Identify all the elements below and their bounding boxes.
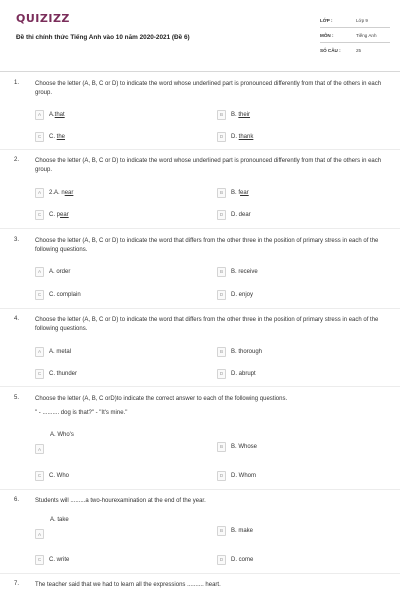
option-a[interactable] bbox=[35, 346, 71, 357]
question-number: 4. bbox=[14, 316, 20, 322]
option-text: A. order bbox=[49, 268, 71, 275]
question-text: Choose the letter (A, B, C orD)to indicate the correct answer to each of the following questions. bbox=[35, 396, 288, 402]
option-letter-badge: D bbox=[217, 555, 226, 565]
option-text: C. write bbox=[49, 556, 70, 563]
option-text: 2.A. n bbox=[49, 189, 65, 196]
option-d[interactable] bbox=[217, 131, 253, 142]
question-divider bbox=[0, 308, 400, 309]
option-text: C. p bbox=[49, 211, 61, 218]
underlined-part: ear bbox=[64, 189, 74, 196]
option-b[interactable] bbox=[217, 187, 249, 198]
option-letter-badge: A bbox=[35, 529, 44, 539]
question-text: The teacher said that we had to learn all the expressions .......... heart. bbox=[35, 582, 221, 588]
option-letter-badge: A bbox=[35, 267, 44, 277]
option-text: B. bbox=[231, 111, 237, 118]
option-text: C. complain bbox=[49, 291, 81, 298]
meta-label: MÔN : bbox=[320, 32, 334, 38]
option-letter-badge: D bbox=[217, 290, 226, 300]
option-letter-badge: D bbox=[217, 369, 226, 379]
question-number: 3. bbox=[14, 237, 20, 243]
document-title: Đề thi chính thức Tiếng Anh vào 10 năm 2020-2021 (Đề 6) bbox=[16, 34, 190, 41]
underlined-part: thank bbox=[238, 133, 254, 140]
option-letter-badge: B bbox=[217, 347, 226, 357]
question-text: Choose the letter (A, B, C or D) to indicate the word whose underlined part is pronounced differently from that of the others in each group. bbox=[35, 81, 382, 97]
option-b[interactable] bbox=[217, 266, 258, 277]
option-letter-badge: B bbox=[217, 188, 226, 198]
option-letter-badge: B bbox=[217, 110, 226, 120]
option-a[interactable] bbox=[35, 109, 65, 120]
option-text: A. take bbox=[50, 517, 69, 523]
option-letter-badge: B bbox=[217, 267, 226, 277]
question-number: 6. bbox=[14, 497, 20, 503]
option-letter-badge: C bbox=[35, 369, 44, 379]
option-text: A. bbox=[49, 111, 55, 118]
option-letter-badge: C bbox=[35, 290, 44, 300]
option-d[interactable] bbox=[217, 368, 256, 379]
meta-row-subject bbox=[320, 28, 390, 43]
option-d[interactable] bbox=[217, 554, 253, 565]
option-a[interactable] bbox=[35, 432, 95, 460]
option-b[interactable] bbox=[217, 109, 250, 120]
option-text: C. bbox=[49, 133, 55, 140]
option-c[interactable] bbox=[35, 368, 77, 379]
option-letter-badge: A bbox=[35, 444, 44, 454]
option-letter-badge: C bbox=[35, 132, 44, 142]
quizizz-logo: QUIZIZZ bbox=[16, 12, 70, 25]
underlined-part: ear bbox=[240, 189, 249, 196]
option-text: D. enjoy bbox=[231, 291, 254, 298]
option-d[interactable] bbox=[217, 209, 251, 220]
question-prompt: " - .......... dog is that?" - "It's mine." bbox=[35, 410, 128, 416]
option-text: C. thunder bbox=[49, 370, 78, 377]
option-c[interactable] bbox=[35, 554, 69, 565]
option-b[interactable] bbox=[217, 346, 262, 357]
question-number: 1. bbox=[14, 80, 20, 86]
option-c[interactable] bbox=[35, 289, 81, 300]
option-b[interactable] bbox=[217, 525, 253, 536]
meta-value: Tiếng Anh bbox=[356, 32, 377, 38]
option-text: C. Who bbox=[49, 472, 70, 479]
option-text: A. metal bbox=[49, 348, 72, 355]
option-b[interactable] bbox=[217, 441, 257, 452]
option-letter-badge: A bbox=[35, 188, 44, 198]
option-text: B. f bbox=[231, 189, 241, 196]
option-text: D. Whom bbox=[231, 472, 257, 479]
underlined-part: the bbox=[56, 133, 66, 140]
option-text: B. receive bbox=[231, 268, 258, 275]
meta-table bbox=[320, 13, 390, 58]
option-letter-badge: C bbox=[35, 555, 44, 565]
question-divider bbox=[0, 573, 400, 574]
option-d[interactable] bbox=[217, 470, 256, 481]
option-letter-badge: A bbox=[35, 347, 44, 357]
meta-value: 25 bbox=[356, 48, 362, 53]
option-a[interactable] bbox=[35, 266, 70, 277]
question-divider bbox=[0, 386, 400, 387]
question-text: Choose the letter (A, B, C or D) to indicate the word whose underlined part is pronounced differently from that of the others in each group. bbox=[35, 158, 382, 174]
question-text: Choose the letter (A, B, C or D) to indicate the word that differs from the other three in the position of primary stress in each of the following questions. bbox=[35, 317, 379, 333]
option-letter-badge: D bbox=[217, 471, 226, 481]
underlined-part: that bbox=[54, 111, 65, 118]
meta-label: SỐ CÂU : bbox=[320, 48, 341, 53]
question-divider bbox=[0, 489, 400, 490]
option-text: D. dear bbox=[231, 211, 251, 218]
option-text: A. Who's bbox=[50, 432, 74, 438]
option-text: B. make bbox=[231, 527, 254, 534]
option-letter-badge: C bbox=[35, 471, 44, 481]
option-text: D. come bbox=[231, 556, 254, 563]
worksheet-header bbox=[0, 0, 400, 72]
question-number: 7. bbox=[14, 581, 20, 587]
meta-value: Lớp 9 bbox=[356, 17, 368, 23]
meta-row-grade bbox=[320, 13, 390, 28]
option-letter-badge: A bbox=[35, 110, 44, 120]
option-letter-badge: B bbox=[217, 526, 226, 536]
option-c[interactable] bbox=[35, 131, 65, 142]
option-letter-badge: D bbox=[217, 210, 226, 220]
underlined-part: their bbox=[238, 111, 251, 118]
option-text: D. bbox=[231, 133, 237, 140]
option-c[interactable] bbox=[35, 470, 69, 481]
option-a[interactable] bbox=[35, 187, 73, 198]
option-a[interactable] bbox=[35, 517, 95, 545]
question-text: Choose the letter (A, B, C or D) to indicate the word that differs from the other three in the position of primary stress in each of the following questions. bbox=[35, 238, 379, 254]
meta-label: LỚP : bbox=[320, 17, 333, 23]
option-letter-badge: B bbox=[217, 442, 226, 452]
question-number: 2. bbox=[14, 157, 20, 163]
underlined-part: ear bbox=[60, 211, 69, 218]
option-text: B. thorough bbox=[231, 348, 263, 355]
option-text: B. Whose bbox=[231, 443, 258, 450]
option-c[interactable] bbox=[35, 209, 69, 220]
question-text: Students will .........a two-hourexamination at the end of the year. bbox=[35, 498, 206, 504]
option-text: D. abrupt bbox=[231, 370, 256, 377]
option-d[interactable] bbox=[217, 289, 253, 300]
option-letter-badge: C bbox=[35, 210, 44, 220]
meta-row-count bbox=[320, 43, 390, 58]
option-letter-badge: D bbox=[217, 132, 226, 142]
question-number: 5. bbox=[14, 395, 20, 401]
question-divider bbox=[0, 149, 400, 150]
question-divider bbox=[0, 228, 400, 229]
